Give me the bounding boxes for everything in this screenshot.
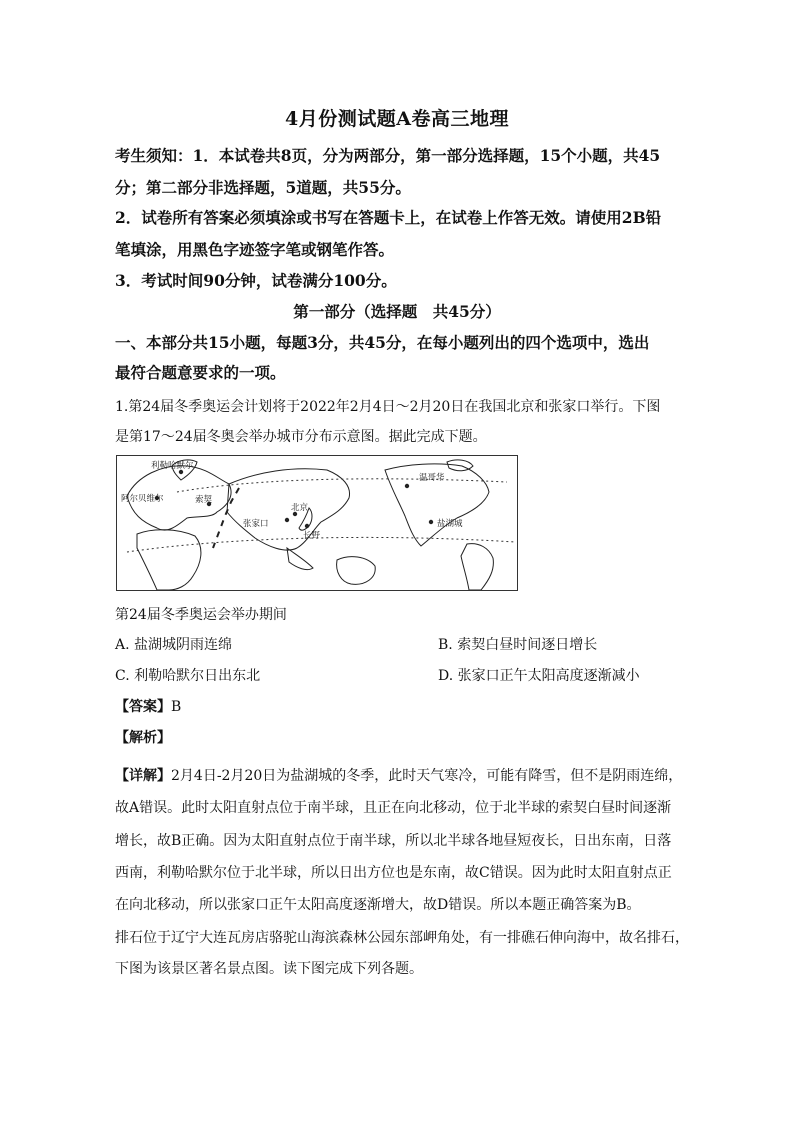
answer-line (115, 696, 181, 716)
instruction-line-2: 最符合题意要求的一项。 (115, 363, 286, 382)
notice-line-2: 分；第二部分非选择题，5道题，共55分。 (115, 178, 411, 197)
option-d: D. 张家口正午太阳高度逐渐减小 (438, 668, 640, 684)
australia-outline (337, 557, 376, 585)
world-map-figure (117, 456, 517, 590)
page-title: 4月份测试题A卷高三地理 (285, 108, 509, 130)
salt-lake-point (429, 520, 433, 524)
label-beijing: 北京 (291, 503, 309, 513)
analysis-label: 【解析】 (115, 730, 171, 746)
question-stem: 第24届冬季奥运会举办期间 (115, 607, 287, 623)
label-sochi: 索契 (195, 495, 213, 505)
southeast-asia-outline (287, 548, 313, 570)
label-salt-lake: 盐湖城 (437, 519, 463, 529)
africa-outline (137, 530, 201, 590)
notice-line-1: 考生须知：1．本试卷共8页，分为两部分，第一部分选择题，15个小题，共45 (115, 146, 661, 165)
detail-label: 【详解】 (115, 768, 171, 784)
question-intro-line-2: 是第17～24届冬奥会举办城市分布示意图。据此完成下题。 (115, 429, 487, 445)
detail-line-3: 增长，故B正确。因为太阳直射点位于南半球，所以北半球各地昼短夜长，日出东南，日落 (115, 833, 672, 849)
label-albertville: 阿尔贝维尔 (121, 494, 164, 504)
question-intro-line-1: 1.第24届冬季奥运会计划将于2022年2月4日～2月20日在我国北京和张家口举行。下图 (115, 399, 661, 415)
label-vancouver: 温哥华 (419, 473, 445, 483)
vancouver-point (405, 484, 409, 488)
analysis-line (115, 727, 171, 747)
south-america-outline (461, 544, 493, 590)
nagano-point (305, 524, 309, 528)
label-zhangjiakou: 张家口 (243, 519, 269, 529)
notice-line-5: 3．考试时间90分钟，试卷满分100分。 (115, 271, 397, 290)
detail-line-2: 故A错误。此时太阳直射点位于南半球，且正在向北移动，位于北半球的索契白昼时间逐渐 (115, 800, 672, 816)
answer-value: B (171, 699, 182, 715)
arctic-circle-line (177, 479, 507, 492)
detail-line-5: 在向北移动，所以张家口正午太阳高度逐渐增大，故D错误。所以本题正确答案为B。 (115, 897, 641, 913)
meridian-line (213, 488, 239, 548)
option-a: A. 盐湖城阴雨连绵 (115, 637, 233, 653)
next-intro-line-1: 排石位于辽宁大连瓦房店骆驼山海滨森林公园东部岬角处，有一排礁石伸向海中，故名排石， (115, 930, 689, 946)
next-intro-line-2: 下图为该景区著名景点图。读下图完成下列各题。 (115, 961, 423, 977)
option-c: C. 利勒哈默尔日出东北 (115, 668, 261, 684)
instruction-line-1: 一、本部分共15小题，每题3分，共45分，在每小题列出的四个选项中，选出 (115, 333, 650, 352)
option-b: B. 索契白昼时间逐日增长 (438, 637, 598, 653)
answer-label: 【答案】 (115, 699, 171, 715)
label-nagano: 长野 (303, 531, 321, 541)
detail-line-1 (115, 765, 682, 785)
notice-line-4: 笔填涂，用黑色字迹签字笔或钢笔作答。 (115, 240, 395, 259)
tropic-line (127, 537, 515, 552)
section-title: 第一部分（选择题 共45分） (293, 302, 501, 321)
winter-olympics-map (116, 455, 518, 591)
asia-outline (227, 469, 350, 550)
detail-text-1: 2月4日-2月20日为盐湖城的冬季，此时天气寒冷，可能有降雪，但不是阴雨连绵， (171, 768, 683, 784)
notice-line-3: 2．试卷所有答案必须填涂或书写在答题卡上，在试卷上作答无效。请使用2B铅 (115, 208, 662, 227)
detail-line-4: 西南，利勒哈默尔位于北半球，所以日出方位也是东南，故C错误。因为此时太阳直射点正 (115, 865, 672, 881)
zhangjiakou-point (285, 518, 289, 522)
label-lillehammer: 利勒哈默尔 (151, 461, 194, 471)
